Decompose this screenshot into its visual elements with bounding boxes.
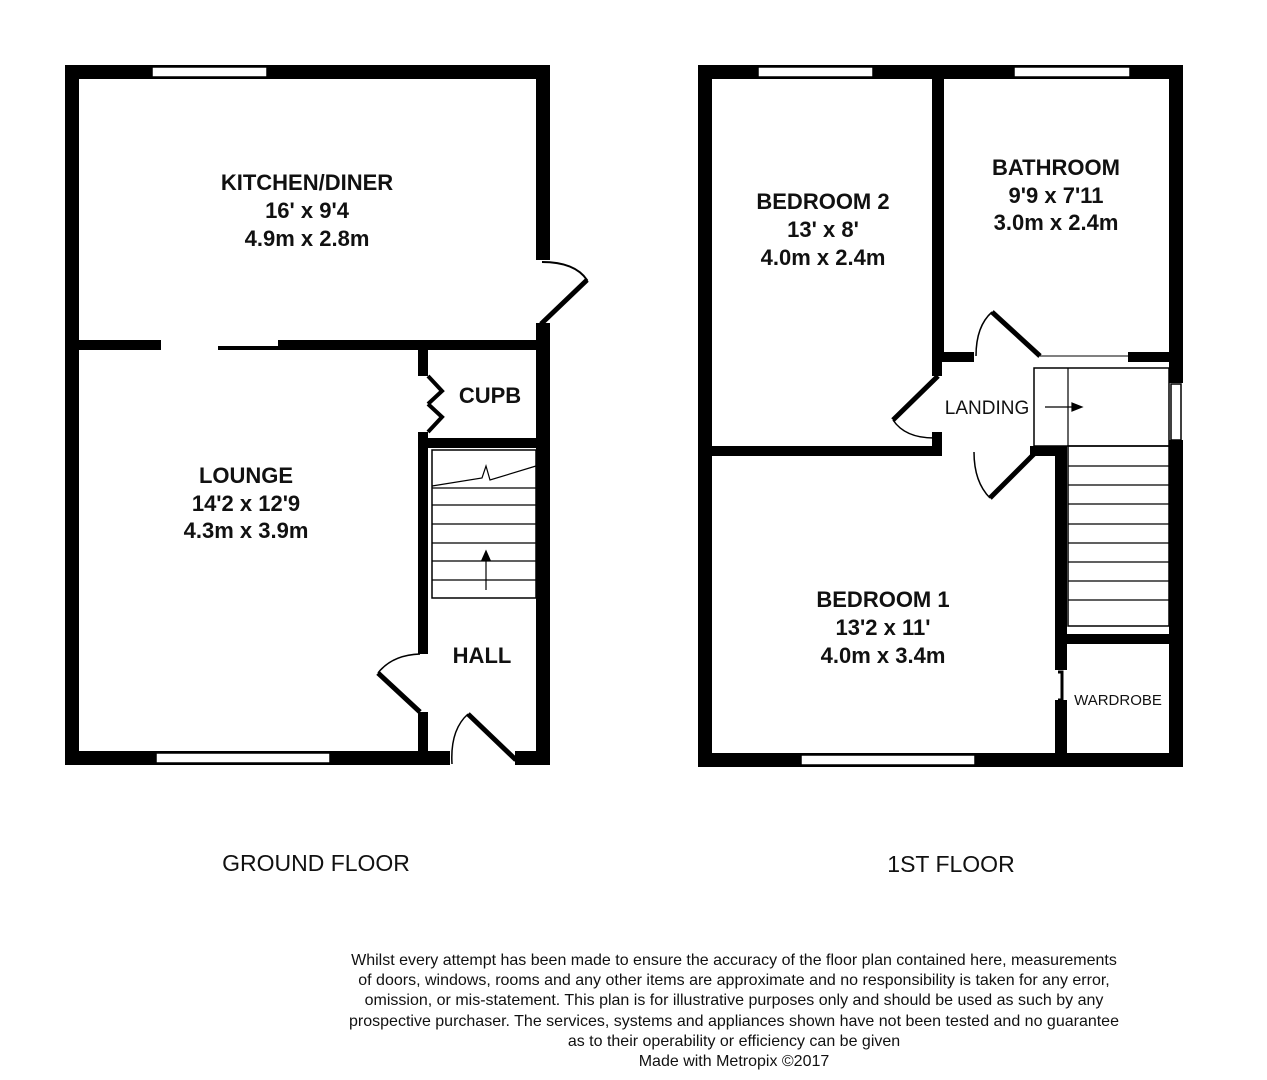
ff-doors <box>893 312 1062 700</box>
ff-bathroom-door <box>976 312 992 356</box>
gf-hall-wall-lower <box>418 712 428 760</box>
first-floor-label: 1ST FLOOR <box>887 851 1015 877</box>
ff-bathroom-window <box>1014 67 1130 77</box>
gf-right-wall-lower <box>536 323 550 765</box>
lounge-metric: 4.3m x 3.9m <box>183 518 309 543</box>
disclaimer-line: Whilst every attempt has been made to ensure the accuracy of the floor plan contained here, measurements <box>351 952 1117 969</box>
ff-wardrobe-door <box>1058 672 1062 700</box>
gf-right-wall-upper <box>536 65 550 260</box>
disclaimer-line: omission, or mis-statement. This plan is for illustrative purposes only and should be used as such by any <box>364 992 1104 1010</box>
ff-right-wall-lower <box>1169 440 1183 767</box>
bedroom2-imperial: 13' x 8' <box>787 217 859 242</box>
disclaimer-line: of doors, windows, rooms and any other items are approximate and no responsibility is taken for any error, <box>358 972 1110 990</box>
bedroom1-metric: 4.0m x 3.4m <box>820 643 946 668</box>
gf-left-wall <box>65 65 79 765</box>
ff-bedroom2-bottom-wall <box>698 446 936 456</box>
gf-hall-wall <box>418 432 428 654</box>
gf-cupb-door-upper <box>428 376 442 404</box>
gf-kitchen-window <box>152 67 267 77</box>
bathroom-imperial: 9'9 x 7'11 <box>1008 183 1104 208</box>
gf-top-wall <box>65 65 550 79</box>
lounge-imperial: 14'2 x 12'9 <box>191 491 301 516</box>
bedroom2-name: BEDROOM 2 <box>756 189 890 214</box>
disclaimer-line: prospective purchaser. The services, systems and appliances shown have not been tested and no guarantee <box>349 1012 1119 1030</box>
wardrobe-name: WARDROBE <box>1074 692 1162 709</box>
gf-hall-wall-upper <box>418 346 428 376</box>
hall-name: HALL <box>452 643 512 668</box>
kitchen-metric: 4.9m x 2.8m <box>244 226 370 251</box>
gf-divider-right <box>278 340 550 350</box>
gf-stairs <box>432 450 536 598</box>
bedroom1-imperial: 13'2 x 11' <box>835 615 931 640</box>
ff-wardrobe-wall <box>1055 634 1183 644</box>
gf-back-door <box>540 262 587 324</box>
bathroom-metric: 3.0m x 2.4m <box>993 210 1119 235</box>
ff-left-wall <box>698 65 712 767</box>
ff-bedroom1-door <box>974 452 990 498</box>
gf-front-door <box>452 714 468 764</box>
disclaimer-line: as to their operability or efficiency can be given <box>567 1032 901 1050</box>
landing-name: LANDING <box>944 398 1030 419</box>
ground-floor-label: GROUND FLOOR <box>222 850 410 876</box>
ff-partition <box>932 65 944 355</box>
gf-lounge-window <box>156 753 330 763</box>
gf-doors <box>378 262 587 764</box>
bedroom1-name: BEDROOM 1 <box>816 587 950 612</box>
kitchen-name: KITCHEN/DINER <box>220 170 394 195</box>
ff-stairs <box>1034 356 1169 626</box>
bedroom2-metric: 4.0m x 2.4m <box>760 245 886 270</box>
ff-bedroom2-door <box>893 420 934 438</box>
bathroom-name: BATHROOM <box>992 155 1120 180</box>
lounge-name: LOUNGE <box>198 463 294 488</box>
ff-landing-window <box>1171 384 1181 440</box>
gf-cupb-wall <box>418 438 550 448</box>
ff-right-wall-upper <box>1169 65 1183 383</box>
ff-bedroom1-window <box>801 755 975 765</box>
metropix-credit: Made with Metropix ©2017 <box>638 1053 830 1071</box>
ff-bedroom2-window <box>758 67 873 77</box>
disclaimer <box>296 951 1172 1072</box>
gf-divider-left <box>65 340 161 350</box>
gf-lounge-door <box>378 654 420 673</box>
room-labels <box>184 155 1162 877</box>
cupboard-name: CUPB <box>458 383 522 408</box>
kitchen-imperial: 16' x 9'4 <box>265 198 349 223</box>
